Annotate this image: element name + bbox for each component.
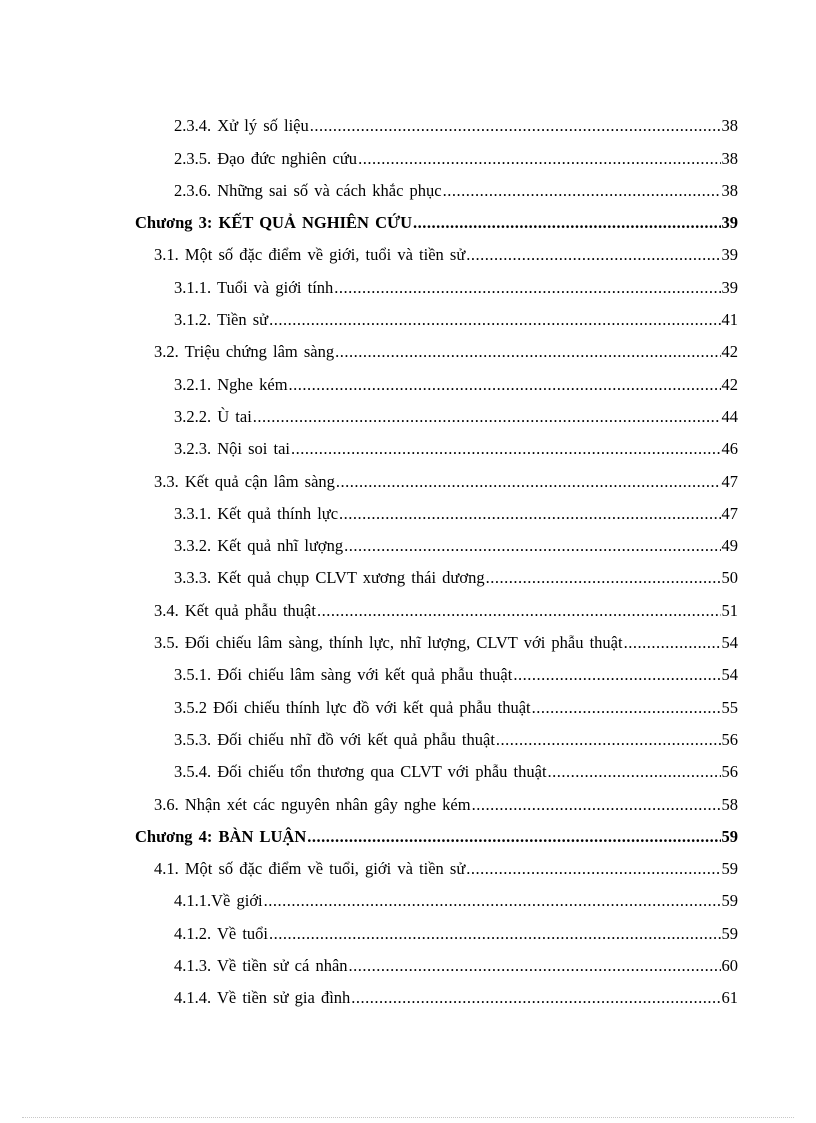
toc-entry-page: 58 bbox=[721, 794, 738, 814]
dot-leader bbox=[307, 827, 720, 847]
dot-leader bbox=[344, 536, 720, 556]
dot-leader bbox=[289, 375, 721, 395]
toc-entry-label: 3.1.1. Tuổi và giới tính bbox=[174, 277, 334, 297]
toc-entry-label: 3.2.2. Ù tai bbox=[174, 406, 252, 426]
toc-entry-page: 54 bbox=[721, 665, 738, 685]
toc-entry[interactable] bbox=[0, 142, 816, 174]
toc-entry-label: 3.3.1. Kết quả thính lực bbox=[174, 503, 339, 523]
toc-entry-page: 60 bbox=[721, 956, 738, 976]
dot-leader bbox=[472, 795, 721, 815]
toc-entry-label: Chương 3: KẾT QUẢ NGHIÊN CỨU bbox=[135, 213, 413, 233]
toc-entry-page: 56 bbox=[721, 729, 738, 749]
toc-entry-label: 3.5.2 Đối chiếu thính lực đồ với kết quả phẫu thuật bbox=[174, 697, 531, 717]
toc-entry-label: 2.3.5. Đạo đức nghiên cứu bbox=[174, 148, 358, 168]
toc-entry[interactable] bbox=[0, 304, 816, 336]
toc-entry-label: 2.3.6. Những sai số và cách khắc phục bbox=[174, 180, 442, 200]
toc-entry-page: 44 bbox=[721, 406, 738, 426]
toc-section-entry[interactable] bbox=[0, 594, 816, 626]
toc-entry-label: 3.5.4. Đối chiếu tổn thương qua CLVT với phẫu thuật bbox=[174, 762, 547, 782]
toc-entry[interactable] bbox=[0, 175, 816, 207]
dot-leader bbox=[264, 891, 721, 911]
dot-leader bbox=[486, 568, 721, 588]
toc-entry[interactable] bbox=[0, 691, 816, 723]
toc-section-entry[interactable] bbox=[0, 239, 816, 271]
toc-entry[interactable] bbox=[0, 110, 816, 142]
toc-entry-label: 3.6. Nhận xét các nguyên nhân gây nghe kém bbox=[154, 794, 471, 814]
toc-entry-page: 51 bbox=[721, 600, 738, 620]
dot-leader bbox=[317, 601, 721, 621]
toc-entry-label: 3.3.2. Kết quả nhĩ lượng bbox=[174, 536, 344, 556]
dot-leader bbox=[310, 116, 721, 136]
toc-entry-page: 39 bbox=[721, 277, 738, 297]
toc-entry-page: 42 bbox=[721, 342, 738, 362]
dot-leader bbox=[513, 665, 720, 685]
dot-leader bbox=[413, 213, 720, 233]
dot-leader bbox=[466, 859, 720, 879]
toc-entry-page: 49 bbox=[721, 536, 738, 556]
toc-entry-page: 50 bbox=[721, 568, 738, 588]
toc-entry-page: 59 bbox=[721, 859, 738, 879]
toc-section-entry[interactable] bbox=[0, 465, 816, 497]
toc-entry-label: 3.3. Kết quả cận lâm sàng bbox=[154, 471, 335, 491]
toc-entry[interactable] bbox=[0, 271, 816, 303]
dot-leader bbox=[624, 633, 721, 653]
toc-entry-page: 59 bbox=[721, 891, 738, 911]
toc-entry-label: 3.5.3. Đối chiếu nhĩ đồ với kết quả phẫu thuật bbox=[174, 729, 495, 749]
dot-leader bbox=[335, 342, 720, 362]
toc-entry-page: 47 bbox=[721, 471, 738, 491]
toc-entry-label: 3.3.3. Kết quả chụp CLVT xương thái dương bbox=[174, 568, 485, 588]
toc-entry-label: 4.1.3. Về tiền sử cá nhân bbox=[174, 956, 348, 976]
toc-entry-label: 2.3.4. Xử lý số liệu bbox=[174, 116, 309, 136]
dot-leader bbox=[291, 439, 721, 459]
dot-leader bbox=[336, 472, 721, 492]
toc-entry[interactable] bbox=[0, 368, 816, 400]
toc-chapter-entry[interactable] bbox=[0, 821, 816, 853]
dot-leader bbox=[466, 245, 720, 265]
toc-entry[interactable] bbox=[0, 659, 816, 691]
toc-entry-page: 41 bbox=[721, 310, 738, 330]
dot-leader bbox=[548, 762, 721, 782]
toc-entry-page: 59 bbox=[721, 826, 738, 846]
toc-entry-label: 3.4. Kết quả phẫu thuật bbox=[154, 600, 316, 620]
toc-chapter-entry[interactable] bbox=[0, 207, 816, 239]
dot-leader bbox=[351, 988, 720, 1008]
toc-entry[interactable] bbox=[0, 982, 816, 1014]
toc-entry-label: 3.2.1. Nghe kém bbox=[174, 374, 288, 394]
toc-entry-label: 4.1.2. Về tuổi bbox=[174, 923, 268, 943]
dot-leader bbox=[339, 504, 720, 524]
toc-entry-page: 38 bbox=[721, 180, 738, 200]
toc-entry-label: 4.1.1.Về giới bbox=[174, 891, 263, 911]
toc-entry[interactable] bbox=[0, 562, 816, 594]
toc-entry-label: Chương 4: BÀN LUẬN bbox=[135, 826, 307, 846]
toc-entry[interactable] bbox=[0, 917, 816, 949]
toc-entry[interactable] bbox=[0, 401, 816, 433]
toc-section-entry[interactable] bbox=[0, 788, 816, 820]
toc-section-entry[interactable] bbox=[0, 627, 816, 659]
toc-entry-page: 55 bbox=[721, 697, 738, 717]
toc-entry-page: 59 bbox=[721, 923, 738, 943]
toc-entry-page: 54 bbox=[721, 633, 738, 653]
toc-entry-page: 47 bbox=[721, 503, 738, 523]
table-of-contents bbox=[0, 110, 816, 1014]
toc-section-entry[interactable] bbox=[0, 336, 816, 368]
dot-leader bbox=[269, 310, 720, 330]
toc-entry-label: 4.1. Một số đặc điểm về tuổi, giới và tiền sử bbox=[154, 859, 466, 879]
toc-entry-label: 3.5. Đối chiếu lâm sàng, thính lực, nhĩ lượng, CLVT với phẫu thuật bbox=[154, 633, 623, 653]
toc-entry-label: 3.1.2. Tiền sử bbox=[174, 310, 269, 330]
toc-entry[interactable] bbox=[0, 950, 816, 982]
toc-entry[interactable] bbox=[0, 530, 816, 562]
toc-entry-page: 39 bbox=[721, 245, 738, 265]
toc-entry[interactable] bbox=[0, 724, 816, 756]
toc-entry[interactable] bbox=[0, 498, 816, 530]
toc-entry-label: 4.1.4. Về tiền sử gia đình bbox=[174, 988, 351, 1008]
dot-leader bbox=[269, 924, 721, 944]
toc-entry-page: 42 bbox=[721, 374, 738, 394]
dot-leader bbox=[349, 956, 721, 976]
toc-entry-page: 38 bbox=[721, 148, 738, 168]
dot-leader bbox=[496, 730, 721, 750]
dot-leader bbox=[334, 278, 720, 298]
dot-leader bbox=[532, 698, 721, 718]
toc-entry-page: 39 bbox=[721, 213, 738, 233]
toc-entry-page: 46 bbox=[721, 439, 738, 459]
page-footer-divider bbox=[22, 1117, 794, 1118]
toc-entry[interactable] bbox=[0, 433, 816, 465]
dot-leader bbox=[253, 407, 721, 427]
toc-entry[interactable] bbox=[0, 885, 816, 917]
dot-leader bbox=[358, 149, 720, 169]
toc-entry-page: 61 bbox=[721, 988, 738, 1008]
toc-section-entry[interactable] bbox=[0, 853, 816, 885]
toc-entry[interactable] bbox=[0, 756, 816, 788]
dot-leader bbox=[443, 181, 721, 201]
toc-entry-page: 38 bbox=[721, 116, 738, 136]
toc-entry-label: 3.2.3. Nội soi tai bbox=[174, 439, 290, 459]
toc-entry-page: 56 bbox=[721, 762, 738, 782]
toc-entry-label: 3.2. Triệu chứng lâm sàng bbox=[154, 342, 335, 362]
toc-entry-label: 3.1. Một số đặc điểm về giới, tuổi và tiền sử bbox=[154, 245, 466, 265]
toc-entry-label: 3.5.1. Đối chiếu lâm sàng với kết quả phẫu thuật bbox=[174, 665, 513, 685]
